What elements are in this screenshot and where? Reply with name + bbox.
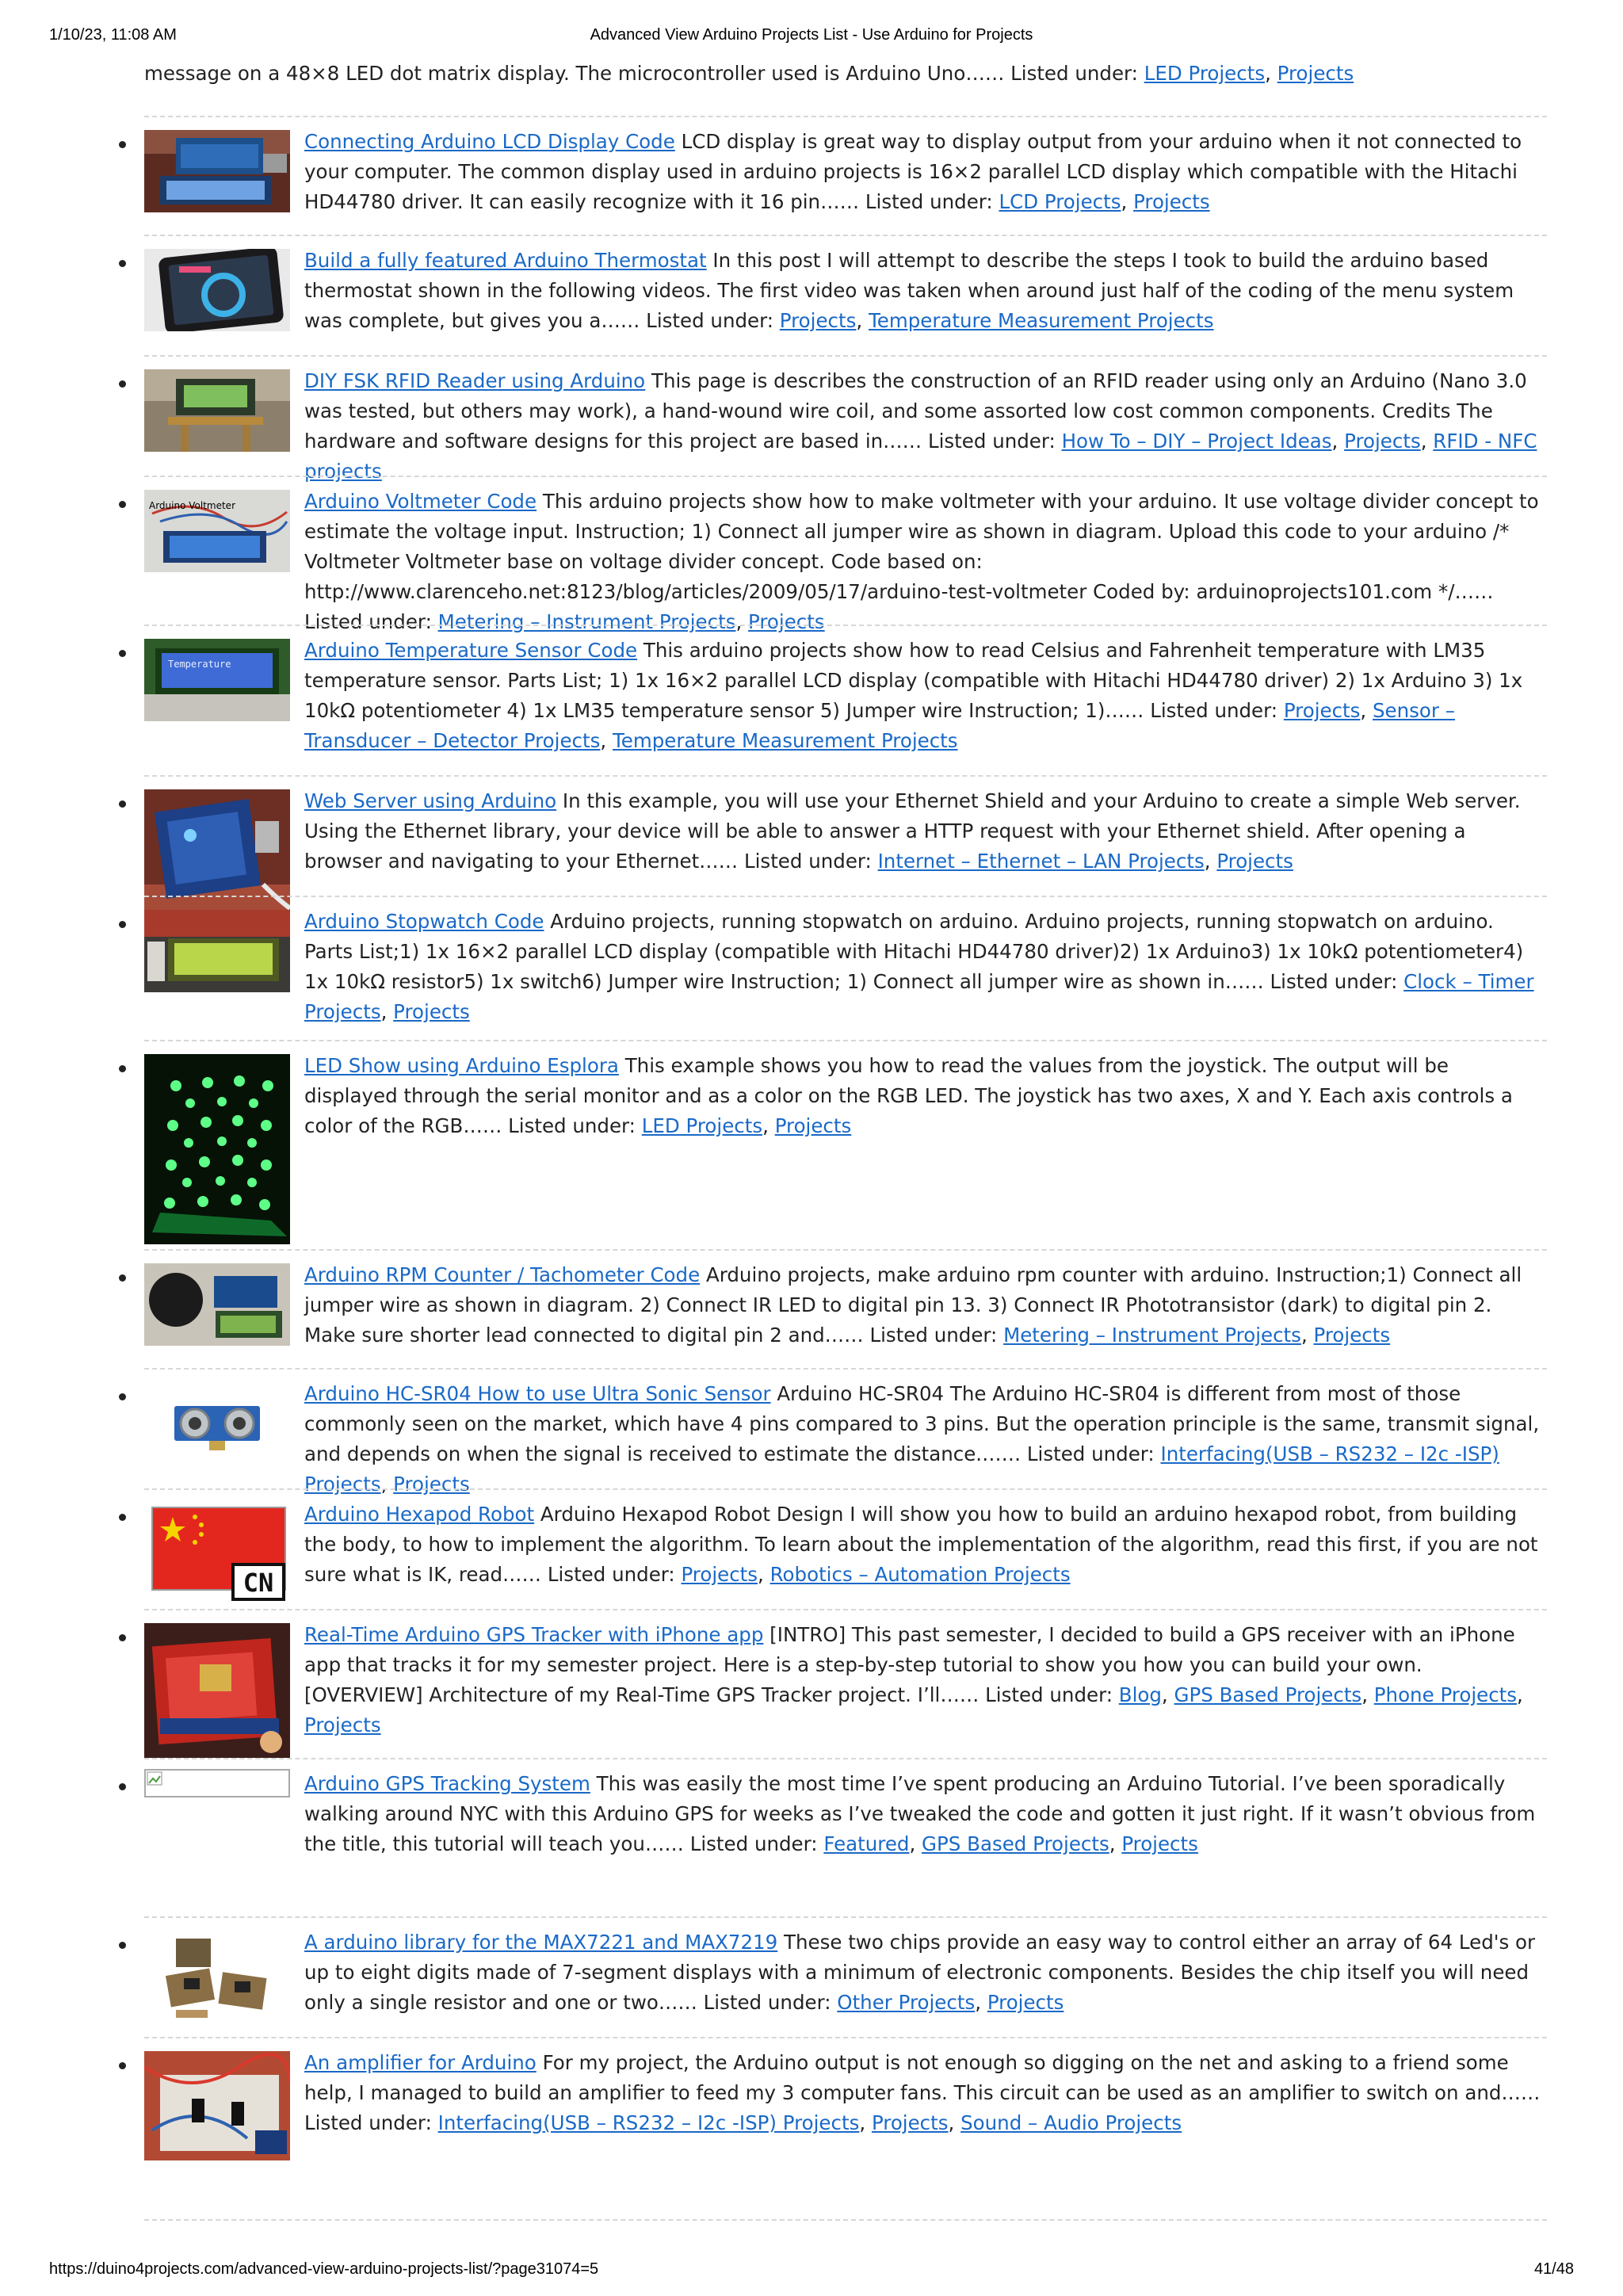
item-text: Build a fully featured Arduino Thermostat In this post I will attempt to describe the steps I took to build the arduino based thermostat shown in the following videos. The first video was taken when around just half of the coding of the menu system was complete, but gives you a…… Listed under: Projects, Temperature Measurement Projects (304, 249, 1514, 332)
amplifier-breadboard-photo (144, 2051, 290, 2160)
item-title-link[interactable]: DIY FSK RFID Reader using Arduino (304, 369, 646, 392)
item-text: Arduino Temperature Sensor Code This arduino projects show how to read Celsius and Fahrenheit temperature with LM35 temperature sensor. Parts List; 1) 1x 16×2 parallel LCD display (compatible with Hitachi HD44780 driver) 2) 1x Arduino 3) 1x 10kΩ potentiometer 4) 1x LM35 temperature sensor 5) Jumper wire Instruction; 1)…… Listed under: Projects, Sensor – Transducer – Detector Projects, Temperature Measurement Projects (304, 639, 1523, 752)
thumbnail-tablet-thermostat-photo[interactable] (144, 249, 290, 331)
category-link[interactable]: LED Projects (641, 1114, 763, 1137)
thumbnail-rpm-counter-photo[interactable] (144, 1263, 290, 1346)
ultrasonic-sensor-photo (144, 1382, 290, 1465)
item-description: For my project, the Arduino output is not enough so digging on the net and asking to a friend some help, I managed to build an amplifier to feed my 3 computer fans. This circuit can be used as an amplifier to switch on and…… Listed under: (304, 2051, 1541, 2134)
stopwatch-lcd-photo (144, 910, 290, 992)
category-link[interactable]: Projects (393, 1000, 470, 1023)
category-link[interactable]: Projects (774, 1114, 852, 1137)
item-description: Arduino projects, running stopwatch on arduino. Arduino projects, running stopwatch on arduino. Parts List;1) 1x 16×2 parallel LCD display (compatible with Hitachi HD44780 driver)2) 1x Arduino3) 1x 10kΩ potentiometer4) 1x 10kΩ resistor5) 1x switch6) Jumper wire Instruction; 1) Connect all jumper wire as shown in…… Listed under: (304, 910, 1524, 993)
category-link[interactable]: Projects (987, 1991, 1064, 2014)
item-text: Real-Time Arduino GPS Tracker with iPhone app [INTRO] This past semester, I decided to build a GPS receiver with an iPhone app that tracks it for my semester project. Here is a step-by-step tutorial to show you how you can build your own. [OVERVIEW] Architecture of my Real-Time GPS Tracker project. I’ll…… Listed under: Blog, GPS Based Projects, Phone Projects, Projects (304, 1623, 1523, 1736)
voltmeter-photo (144, 490, 290, 572)
item-title-link[interactable]: Build a fully featured Arduino Thermostat (304, 249, 707, 272)
item-title-link[interactable]: Real-Time Arduino GPS Tracker with iPhone app (304, 1623, 764, 1646)
category-link[interactable]: RFID - NFC projects (304, 430, 1537, 483)
item-text: Arduino RPM Counter / Tachometer Code Arduino projects, make arduino rpm counter with arduino. Instruction;1) Connect all jumper wire as shown in diagram. 2) Connect IR LED to digital pin 13. 3) Connect IR Phototransistor (dark) to digital pin 2. Make sure shorter lead connected to digital pin 2 and…… Listed under: Metering – Instrument Projects, Projects (304, 1263, 1522, 1347)
item-title-link[interactable]: Arduino Voltmeter Code (304, 490, 537, 513)
intro-continuation (144, 59, 1547, 89)
print-datetime: 1/10/23, 11:08 AM (49, 26, 177, 44)
item-text: Arduino Voltmeter Code This arduino projects show how to make voltmeter with your arduino. It use voltage divider concept to estimate the voltage input. Instruction; 1) Connect all jumper wire as shown in diagram. Upload this code to your arduino /* Voltmeter Voltmeter base on voltage divider concept. Code based on: http://www.clarenceho.net:8123/blog/articles/2009/05/17/arduino-test-voltmeter Coded by: arduinoprojects101.com */…… Listed under: Metering – Instrument Projects, Projects (304, 490, 1539, 633)
category-link[interactable]: Temperature Measurement Projects (868, 309, 1214, 332)
bullet (119, 921, 126, 928)
list-item (144, 1488, 1547, 1609)
category-link[interactable]: GPS Based Projects (1174, 1683, 1362, 1706)
list-item (144, 1916, 1547, 2037)
category-link[interactable]: Metering – Instrument Projects (437, 610, 736, 633)
item-title-link[interactable]: Connecting Arduino LCD Display Code (304, 130, 675, 153)
category-link[interactable]: Robotics – Automation Projects (769, 1563, 1071, 1586)
rfid-reader-photo (144, 369, 290, 452)
item-title-link[interactable]: Web Server using Arduino (304, 789, 557, 812)
category-link[interactable]: Projects (304, 1713, 381, 1736)
category-link[interactable]: Projects (871, 2111, 949, 2134)
intro-text: message on a 48×8 LED dot matrix display. The microcontroller used is Arduino Uno…… Listed under: (144, 62, 1144, 85)
bullet (119, 1393, 126, 1400)
item-text: Arduino Stopwatch Code Arduino projects, running stopwatch on arduino. Arduino projects, running stopwatch on arduino. Parts List;1) 1x 16×2 parallel LCD display (compatible with Hitachi HD44780 driver)2) 1x Arduino3) 1x 10kΩ potentiometer4) 1x 10kΩ resistor5) 1x switch6) Jumper wire Instruction; 1) Connect all jumper wire as shown in…… Listed under: Clock – Timer Projects, Projects (304, 910, 1534, 1023)
thumbnail-amplifier-breadboard-photo[interactable] (144, 2051, 290, 2160)
bullet (119, 501, 126, 508)
item-title-link[interactable]: Arduino GPS Tracking System (304, 1772, 590, 1795)
category-link[interactable]: Projects (1283, 699, 1361, 722)
list-item (144, 355, 1547, 483)
thumbnail-gps-tracker-photo[interactable] (144, 1623, 290, 1758)
item-description: These two chips provide an easy way to control either an array of 64 Led's or up to eight digits made of 7-segment displays with a minimum of electronic components. Besides the chip itself you will need only a single resistor and one or two…… Listed under: (304, 1931, 1536, 2014)
item-text: Arduino GPS Tracking System This was easily the most time I’ve spent producing an Arduino Tutorial. I’ve been sporadically walking around NYC with this Arduino GPS for weeks as I’ve tweaked the code and gotten it just right. If it wasn’t obvious from the title, this tutorial will teach you…… Listed under: Featured, GPS Based Projects, Projects (304, 1772, 1536, 1855)
item-description: This arduino projects show how to read Celsius and Fahrenheit temperature with LM35 temperature sensor. Parts List; 1) 1x 16×2 parallel LCD display (compatible with Hitachi HD44780 driver) 2) 1x Arduino 3) 1x 10kΩ potentiometer 4) 1x LM35 temperature sensor 5) Jumper wire Instruction; 1)…… Listed under: (304, 639, 1523, 722)
item-description: In this post I will attempt to describe the steps I took to build the arduino based thermostat shown in the following videos. The first video was taken when around just half of the coding of the menu system was complete, but gives you a…… Listed under: (304, 249, 1514, 332)
category-link[interactable]: Interfacing(USB – RS232 – I2c -ISP) Projects (304, 1442, 1499, 1496)
bullet (119, 1274, 126, 1282)
category-link[interactable]: Sensor – Transducer – Detector Projects (304, 699, 1456, 752)
item-description: Arduino projects, make arduino rpm counter with arduino. Instruction;1) Connect all jumper wire as shown in diagram. 2) Connect IR LED to digital pin 13. 3) Connect IR Phototransistor (dark) to digital pin 2. Make sure shorter lead connected to digital pin 2 and…… Listed under: (304, 1263, 1522, 1347)
category-link[interactable]: Featured (823, 1832, 910, 1855)
bullet (119, 2062, 126, 2069)
category-link[interactable]: LCD Projects (999, 190, 1121, 213)
max7219-boards-photo (144, 1931, 290, 2029)
list-item (144, 2037, 1547, 2218)
intro-category-link[interactable]: LED Projects (1144, 62, 1266, 85)
list-item (144, 1040, 1547, 1249)
print-footer (49, 2260, 1574, 2284)
print-url: https://duino4projects.com/advanced-view-arduino-projects-list/?page31074=5 (49, 2260, 599, 2278)
thumbnail-broken-image-icon[interactable] (144, 1769, 290, 1797)
item-title-link[interactable]: LED Show using Arduino Esplora (304, 1054, 619, 1077)
tablet-thermostat-photo (144, 249, 290, 331)
thumbnail-led-cube-photo[interactable] (144, 1054, 290, 1244)
category-link[interactable]: Metering – Instrument Projects (1003, 1324, 1301, 1347)
category-link[interactable]: Projects (748, 610, 825, 633)
item-title-link[interactable]: Arduino Hexapod Robot (304, 1503, 535, 1526)
item-text: A arduino library for the MAX7221 and MAX7219 These two chips provide an easy way to control either an array of 64 Led's or up to eight digits made of 7-segment displays with a minimum of electronic components. Besides the chip itself you will need only a single resistor and one or two…… Listed under: Other Projects, Projects (304, 1931, 1536, 2014)
category-link[interactable]: Other Projects (837, 1991, 976, 2014)
item-text: LED Show using Arduino Esplora This example shows you how to read the values from the joystick. The output will be displayed through the serial monitor and as a color on the RGB LED. The joystick has two axes, X and Y. Each axis controls a color of the RGB…… Listed under: LED Projects, Projects (304, 1054, 1513, 1137)
bullet (119, 380, 126, 388)
item-description: This arduino projects show how to make voltmeter with your arduino. It use voltage divider concept to estimate the voltage input. Instruction; 1) Connect all jumper wire as shown in diagram. Upload this code to your arduino /* Voltmeter Voltmeter base on voltage divider concept. Code based on: http://www.clarenceho.net:8123/blog/articles/2009/05/17/arduino-test-voltmeter Coded by: arduinoprojects101.com */…… Listed under: (304, 490, 1539, 633)
bullet (119, 260, 126, 267)
item-description: In this example, you will use your Ethernet Shield and your Arduino to create a simple Web server. Using the Ethernet library, your device will be able to answer a HTTP request with your Ethernet shield. After opening a browser and navigating to your Ethernet…… Listed under: (304, 789, 1521, 873)
list-item (144, 116, 1547, 235)
category-link[interactable]: Interfacing(USB – RS232 – I2c -ISP) Projects (437, 2111, 860, 2134)
category-link[interactable]: Projects (779, 309, 857, 332)
category-link[interactable]: Projects (681, 1563, 758, 1586)
item-title-link[interactable]: A arduino library for the MAX7221 and MAX7219 (304, 1931, 778, 1954)
item-text: Connecting Arduino LCD Display Code LCD display is great way to display output from your arduino when it not connected to your computer. The common display used in arduino projects is 16×2 parallel LCD display which compatible with the Hitachi HD44780 driver. It can easily recognize with it 16 pin…… Listed under: LCD Projects, Projects (304, 130, 1522, 213)
category-link[interactable]: Projects (1344, 430, 1421, 453)
category-link[interactable]: Projects (1313, 1324, 1391, 1347)
category-link[interactable]: Clock – Timer Projects (304, 970, 1534, 1023)
item-description: Arduino HC-SR04 The Arduino HC-SR04 is different from most of those commonly seen on the market, which have 4 pins compared to 3 pins. But the operation principle is the same, transmit signal, and depends on when the signal is received to estimate the distance.…… Listed under: (304, 1382, 1540, 1465)
thumbnail-ultrasonic-sensor-photo[interactable] (144, 1382, 290, 1465)
print-header (49, 26, 1574, 50)
bullet (119, 1942, 126, 1949)
item-description: LCD display is great way to display output from your arduino when it not connected to your computer. The common display used in arduino projects is 16×2 parallel LCD display which compatible with the Hitachi HD44780 driver. It can easily recognize with it 16 pin…… Listed under: (304, 130, 1522, 213)
thumbnail-stopwatch-lcd-photo[interactable] (144, 910, 290, 992)
led-cube-photo (144, 1054, 290, 1244)
item-description: This was easily the most time I’ve spent producing an Arduino Tutorial. I’ve been sporadically walking around NYC with this Arduino GPS for weeks as I’ve tweaked the code and gotten it just right. If it wasn’t obvious from the title, this tutorial will teach you…… Listed under: (304, 1772, 1536, 1855)
thumbnail-rfid-reader-photo[interactable] (144, 369, 290, 452)
thumbnail-flag-cn-icon[interactable] (144, 1503, 290, 1606)
bullet (119, 1783, 126, 1790)
category-link[interactable]: GPS Based Projects (922, 1832, 1109, 1855)
bullet (119, 1514, 126, 1521)
print-page-title: Advanced View Arduino Projects List - Use Arduino for Projects (590, 26, 1033, 44)
temperature-lcd-photo (144, 639, 290, 721)
broken-image-icon (144, 1769, 290, 1797)
category-link[interactable]: Projects (1216, 850, 1293, 873)
category-link[interactable]: Blog (1118, 1683, 1162, 1706)
list-item (144, 1249, 1547, 1368)
item-title-link[interactable]: Arduino Temperature Sensor Code (304, 639, 638, 662)
list-item (144, 896, 1547, 1040)
category-link[interactable]: Sound – Audio Projects (960, 2111, 1182, 2134)
item-text: Arduino Hexapod Robot Arduino Hexapod Robot Design I will show you how to build an arduino hexapod robot, from building the body, to how to implement the algorithm. To learn about the implementation of the algorithm, read this first, if you are not sure what is IK, read…… Listed under: Projects, Robotics – Automation Projects (304, 1503, 1538, 1586)
category-link[interactable]: Internet – Ethernet – LAN Projects (877, 850, 1205, 873)
category-link[interactable]: Projects (1121, 1832, 1198, 1855)
list-item (144, 625, 1547, 775)
rpm-counter-photo (144, 1263, 290, 1346)
item-title-link[interactable]: An amplifier for Arduino (304, 2051, 537, 2074)
item-text: An amplifier for Arduino For my project, the Arduino output is not enough so digging on the net and asking to a friend some help, I managed to build an amplifier to feed my 3 computer fans. This circuit can be used as an amplifier to switch on and…… Listed under: Interfacing(USB – RS232 – I2c -ISP) Projects, Projects, Sound – Audio Projects (304, 2051, 1541, 2134)
thumbnail-lcd-board-photo[interactable] (144, 130, 290, 212)
category-link[interactable]: Projects (393, 1473, 470, 1496)
list-item (144, 1368, 1547, 1496)
item-title-link[interactable]: Arduino RPM Counter / Tachometer Code (304, 1263, 701, 1286)
category-link[interactable]: How To – DIY – Project Ideas (1061, 430, 1332, 453)
thumbnail-voltmeter-photo[interactable] (144, 490, 290, 572)
list-item (144, 1758, 1547, 1913)
thumb-caption: Temperature (168, 659, 231, 670)
bullet (119, 141, 126, 148)
item-text: Web Server using Arduino In this example, you will use your Ethernet Shield and your Arduino to create a simple Web server. Using the Ethernet library, your device will be able to answer a HTTP request with your Ethernet shield. After opening a browser and navigating to your Ethernet…… Listed under: Internet – Ethernet – LAN Projects, Projects (304, 789, 1521, 873)
list-item (144, 235, 1547, 355)
item-description: Arduino Hexapod Robot Design I will show you how to build an arduino hexapod robot, from building the body, to how to implement the algorithm. To learn about the implementation of the algorithm, read this first, if you are not sure what is IK, read…… Listed under: (304, 1503, 1538, 1586)
flag-cn-icon (144, 1503, 290, 1606)
bullet (119, 1634, 126, 1641)
item-text: DIY FSK RFID Reader using Arduino This page is describes the construction of an RFID reader using only an Arduino (Nano 3.0 was tested, but others may work), a hand-wound wire coil, and some assorted low cost common components. Credits The hardware and software designs for this project are based in…… Listed under: How To – DIY – Project Ideas, Projects, RFID - NFC projects (304, 369, 1537, 483)
bullet (119, 800, 126, 808)
lcd-board-photo (144, 130, 290, 212)
thumbnail-max7219-boards-photo[interactable] (144, 1931, 290, 2029)
list-divider (144, 2219, 1547, 2221)
intro-category-link[interactable]: Projects (1277, 62, 1354, 85)
thumb-caption: Arduino Voltmeter (149, 500, 236, 511)
print-page-number: 41/48 (1533, 2260, 1574, 2278)
item-description: This example shows you how to read the values from the joystick. The output will be displayed through the serial monitor and as a color on the RGB LED. The joystick has two axes, X and Y. Each axis controls a color of the RGB…… Listed under: (304, 1054, 1513, 1137)
list-item (144, 476, 1547, 633)
item-text: Arduino HC-SR04 How to use Ultra Sonic Sensor Arduino HC-SR04 The Arduino HC-SR04 is different from most of those commonly seen on the market, which have 4 pins compared to 3 pins. But the operation principle is the same, transmit signal, and depends on when the signal is received to estimate the distance.…… Listed under: Interfacing(USB – RS232 – I2c -ISP) Projects, Projects (304, 1382, 1540, 1496)
thumb-caption: CN (242, 1568, 274, 1598)
bullet (119, 650, 126, 657)
thumbnail-temperature-lcd-photo[interactable] (144, 639, 290, 721)
item-description: This page is describes the construction of an RFID reader using only an Arduino (Nano 3.0 was tested, but others may work), a hand-wound wire coil, and some assorted low cost common components. Credits The hardware and software designs for this project are based in…… Listed under: (304, 369, 1527, 453)
item-title-link[interactable]: Arduino Stopwatch Code (304, 910, 544, 933)
category-link[interactable]: Projects (1133, 190, 1210, 213)
bullet (119, 1065, 126, 1072)
list-item (144, 775, 1547, 896)
category-link[interactable]: Temperature Measurement Projects (612, 729, 958, 752)
gps-tracker-photo (144, 1623, 290, 1758)
intro-separator: , (1265, 62, 1277, 85)
category-link[interactable]: Phone Projects (1373, 1683, 1518, 1706)
item-title-link[interactable]: Arduino HC-SR04 How to use Ultra Sonic Sensor (304, 1382, 771, 1405)
list-item (144, 1609, 1547, 1758)
item-description: [INTRO] This past semester, I decided to build a GPS receiver with an iPhone app that tracks it for my semester project. Here is a step-by-step tutorial to show you how you can build your own. [OVERVIEW] Architecture of my Real-Time GPS Tracker project. I’ll…… Listed under: (304, 1623, 1515, 1706)
